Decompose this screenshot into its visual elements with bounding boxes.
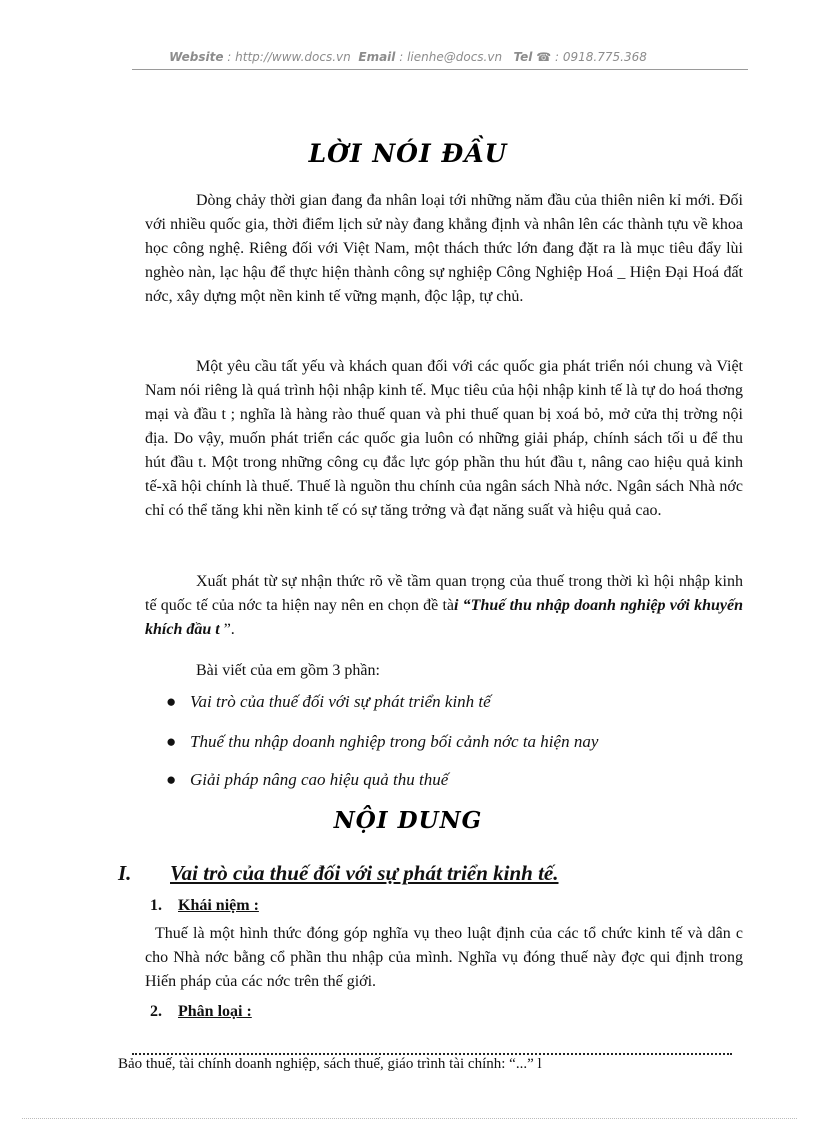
footnote-divider: [132, 1053, 732, 1055]
topic-title: i “Thuế thu nhập doanh nghiệp với khuyến khích đầu t: [145, 597, 744, 638]
website-label: Website: [169, 50, 224, 64]
header-divider: [132, 69, 748, 70]
section-label: Vai trò của thuế đối với sự phát triển kinh tế.: [170, 861, 559, 885]
subsection-heading-1: [150, 897, 259, 915]
bullet-icon: ●: [166, 692, 177, 711]
bullet-item: [166, 692, 491, 712]
tel-label: Tel: [513, 50, 533, 64]
bullet-item: [166, 770, 448, 790]
page-bottom-border: [22, 1118, 797, 1119]
subsection-label: Phân loại :: [178, 1003, 252, 1020]
subsection-label: Khái niệm :: [178, 897, 259, 914]
subsection-number: 1.: [150, 897, 162, 914]
bullet-text: Vai trò của thuế đối với sự phát triển kinh tế: [190, 692, 491, 711]
website-value[interactable]: : http://www.docs.vn: [227, 50, 351, 64]
bullet-text: Thuế thu nhập doanh nghiệp trong bối cảnh nớc ta hiện nay: [190, 732, 599, 751]
intro-paragraph-2-text: Một yêu cầu tất yếu và khách quan đối với các quốc gia phát triển nói chung và Việt Nam nói riêng là quá trình hội nhập kinh tế. Mục tiêu của hội nhập kinh tế là tự do hoá thơng mại và đầu t ; nghĩa là hàng rào thuế quan và phi thuế quan bị xoá bỏ, mở cửa thị trờng nội địa. Do vậy, muốn phát triển các quốc gia luôn có những giải pháp, chính sách tối u để thu hút đầu t. Một trong những công cụ đắc lực góp phần thu hút đầu t, nâng cao hiệu quả kinh tế-xã hội chính là thuế. Thuế là nguồn thu chính của ngân sách Nhà nớc. Ngân sách Nhà nớc chỉ có thể tăng khi nền kinh tế có sự tăng trởng và đạt năng suất và hiệu quả cao.: [145, 358, 743, 519]
bullet-text: Giải pháp nâng cao hiệu quả thu thuế: [190, 770, 449, 789]
email-label: Email: [358, 50, 396, 64]
intro-paragraph-1: [145, 189, 743, 309]
section-number: I.: [118, 861, 132, 885]
intro-paragraph-4: [145, 659, 743, 683]
intro-title: LỜI NÓI ĐẦU: [308, 139, 508, 168]
subsection-number: 2.: [150, 1003, 162, 1020]
intro-paragraph-3: [145, 570, 743, 642]
definition-text: Thuế là một hình thức đóng góp nghĩa vụ theo luật định của các tổ chức kinh tế và dân c cho Nhà nớc bằng cổ phần thu nhập của mình. Nghĩa vụ đóng thuế này đợc qui định trong Hiến pháp của các nớc trên thế giới.: [145, 925, 743, 990]
email-value[interactable]: : lienhe@docs.vn: [399, 50, 503, 64]
content-title: NỘI DUNG: [333, 807, 483, 834]
intro-paragraph-3-end: ”.: [219, 621, 235, 638]
intro-paragraph-1-text: Dòng chảy thời gian đang đa nhân loại tới những năm đầu của thiên niên kỉ mới. Đối với nhiều quốc gia, thời điểm lịch sử này đang khẳng định và nhân lên các thành tựu về khoa học công nghệ. Riêng đối với Việt Nam, một thách thức lớn đang đặt ra là mục tiêu đẩy lùi nghèo nàn, lạc hậu để thực hiện thành công sự nghiệp Công Nghiệp Hoá _ Hiện Đại Hoá đất nớc, xây dựng một nền kinh tế vững mạnh, độc lập, tự chủ.: [145, 192, 743, 305]
bullet-icon: ●: [166, 770, 177, 789]
bullet-item: [166, 732, 598, 752]
intro-paragraph-3-text: Xuất phát từ sự nhận thức rõ về tầm quan trọng của thuế trong thời kì hội nhập kinh tế quốc tế của nớc ta hiện nay nên en chọn đề tà: [145, 573, 743, 614]
page-header: [0, 50, 816, 64]
section-heading: [118, 861, 559, 886]
bullet-icon: ●: [166, 732, 177, 751]
footnote: Bảo thuế, tài chính doanh nghiệp, sách thuế, giáo trình tài chính: “...” l: [118, 1056, 542, 1072]
intro-paragraph-2: [145, 355, 743, 523]
subsection-heading-2: [150, 1003, 252, 1021]
definition-paragraph: [145, 922, 743, 994]
intro-paragraph-4-text: Bài viết của em gồm 3 phần:: [196, 662, 380, 679]
tel-value: ☎ : 0918.775.368: [536, 50, 647, 64]
